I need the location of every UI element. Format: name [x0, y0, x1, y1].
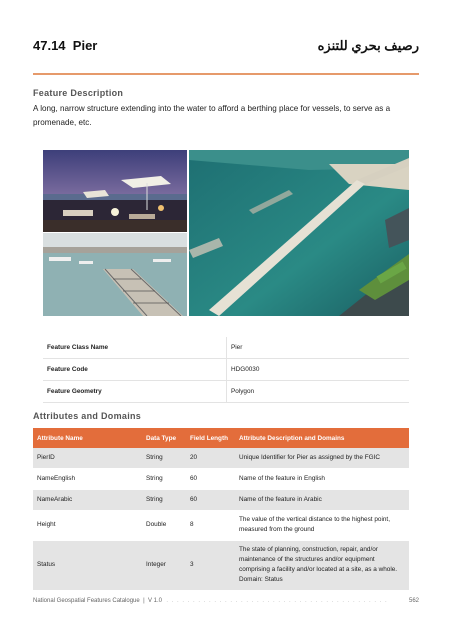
data-type-cell: String — [142, 448, 186, 468]
feature-key: Feature Geometry — [43, 381, 227, 403]
feature-key: Feature Class Name — [43, 337, 227, 359]
page-footer — [33, 598, 419, 604]
pier-photo-marina-walkway — [43, 233, 187, 316]
footer-separator: | — [143, 598, 145, 604]
field-length-cell: 3 — [186, 540, 235, 590]
description-cell: The value of the vertical distance to the highest point, measured from the ground — [235, 510, 409, 540]
footer-version: V 1.0 — [147, 598, 162, 604]
feature-row-class-name — [43, 337, 409, 359]
attributes-heading: Attributes and Domains — [33, 411, 142, 421]
header-divider — [33, 73, 419, 75]
footer-dot-leader: . . . . . . . . . . . . . . . . . . . . . . . . . . . . . . . . . . . . . . . . . . — [163, 598, 388, 604]
attribute-name-cell: NameEnglish — [33, 468, 142, 489]
description-cell: Name of the feature in English — [235, 468, 409, 489]
description-cell: The state of planning, construction, repair, and/or maintenance of the structures and/or equipment comprising a facility and/or located at a site, as a whole. Domain: Status — [235, 540, 409, 590]
attribute-name-cell: PierID — [33, 448, 142, 468]
page-number: 562 — [408, 598, 419, 604]
field-length-cell: 60 — [186, 489, 235, 510]
feature-row-geometry — [43, 381, 409, 403]
column-header-data-type: Data Type — [142, 428, 186, 448]
field-length-cell: 60 — [186, 468, 235, 489]
section-title: Pier — [72, 38, 98, 53]
feature-description-text: A long, narrow structure extending into the water to afford a berthing place for vessels, to serve as a promenade, etc. — [33, 104, 391, 127]
column-header-field-length: Field Length — [186, 428, 235, 448]
feature-row-code — [43, 359, 409, 381]
data-type-cell: Double — [142, 510, 186, 540]
footer-catalogue-name: National Geospatial Features Catalogue — [33, 598, 140, 604]
feature-value: HDG0030 — [227, 359, 410, 381]
table-row — [33, 489, 409, 510]
feature-value: Polygon — [227, 381, 410, 403]
attribute-name-cell: NameArabic — [33, 489, 142, 510]
field-length-cell: 8 — [186, 510, 235, 540]
pier-photo-evening-lounge — [43, 150, 187, 232]
table-row — [33, 468, 409, 489]
field-length-cell: 20 — [186, 448, 235, 468]
data-type-cell: String — [142, 489, 186, 510]
pier-photo-aerial — [189, 150, 409, 316]
section-arabic-title: رصيف بحري للتنزه — [317, 38, 419, 53]
feature-description-heading: Feature Description — [33, 88, 124, 98]
section-number-title — [33, 38, 97, 53]
table-row — [33, 448, 409, 468]
column-header-description: Attribute Description and Domains — [235, 428, 409, 448]
data-type-cell: String — [142, 468, 186, 489]
attribute-name-cell: Height — [33, 510, 142, 540]
attribute-name-cell: Status — [33, 540, 142, 590]
description-cell: Unique Identifier for Pier as assigned by the FGIC — [235, 448, 409, 468]
attributes-table — [33, 428, 409, 591]
section-number: 47.14 — [33, 38, 66, 53]
feature-info-table — [43, 337, 409, 403]
feature-value: Pier — [227, 337, 410, 359]
feature-key: Feature Code — [43, 359, 227, 381]
attributes-header-row — [33, 428, 409, 448]
section-header — [33, 38, 419, 60]
column-header-attribute-name: Attribute Name — [33, 428, 142, 448]
table-row — [33, 540, 409, 590]
table-row — [33, 510, 409, 540]
data-type-cell: Integer — [142, 540, 186, 590]
description-cell: Name of the feature in Arabic — [235, 489, 409, 510]
